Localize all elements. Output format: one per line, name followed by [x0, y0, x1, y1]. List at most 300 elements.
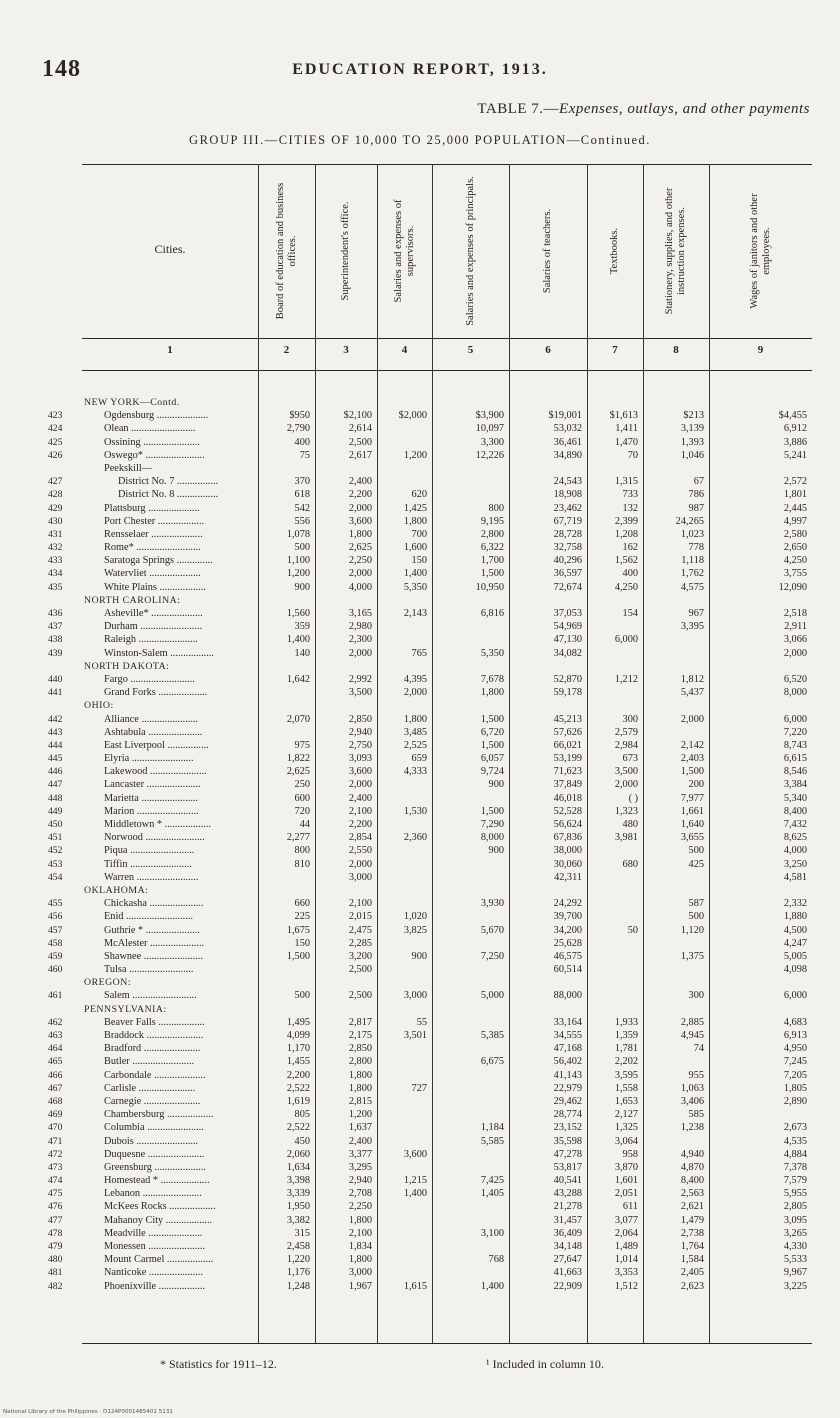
cell-col-8: 3,395 — [680, 621, 704, 633]
cell-col-7: 1,212 — [614, 673, 638, 685]
cell-col-7: 3,595 — [614, 1069, 638, 1081]
line-number: 444 — [48, 739, 63, 751]
line-number: 459 — [48, 950, 63, 962]
cell-col-6: 34,148 — [553, 1241, 582, 1252]
cell-col-6: 34,082 — [553, 647, 582, 659]
header-bottom-rule — [82, 338, 812, 339]
cell-col-4: 1,530 — [403, 805, 427, 817]
line-number: 474 — [48, 1175, 63, 1187]
state-name: NEW YORK—Contd. — [84, 397, 180, 408]
column-number: 6 — [545, 344, 551, 356]
line-number: 479 — [48, 1241, 63, 1252]
cell-col-5: $3,900 — [475, 410, 504, 422]
column-header-7 — [587, 164, 643, 338]
cell-col-2: 1,634 — [286, 1161, 310, 1173]
cell-col-2: 1,950 — [286, 1201, 310, 1213]
line-number: 446 — [48, 766, 63, 778]
cell-col-7: 1,512 — [614, 1280, 638, 1292]
city-name: Phoenixville .................. — [104, 1280, 205, 1292]
footnote-included: ¹ Included in column 10. — [486, 1357, 604, 1371]
city-name: Lakewood ...................... — [104, 766, 207, 778]
line-number: 471 — [48, 1135, 63, 1147]
table-row — [48, 1253, 812, 1266]
cell-col-7: 2,000 — [614, 779, 638, 791]
cell-col-6: 40,296 — [553, 555, 582, 567]
cell-col-2: 2,200 — [286, 1069, 310, 1081]
table-row — [48, 515, 812, 528]
cell-col-8: 1,812 — [680, 673, 704, 685]
cell-col-7: 2,579 — [614, 726, 638, 738]
cell-col-6: 43,288 — [553, 1188, 582, 1200]
cell-col-9: 2,518 — [783, 608, 807, 619]
table-row — [48, 686, 812, 699]
line-number: 427 — [48, 476, 63, 488]
cell-col-8: 4,575 — [680, 581, 704, 593]
line-number: 473 — [48, 1161, 63, 1173]
city-name: Norwood ....................... — [104, 832, 205, 844]
cell-col-9: $4,455 — [778, 410, 807, 422]
cell-col-7: 480 — [622, 819, 638, 830]
table-row — [48, 528, 812, 541]
city-name: Columbia ...................... — [104, 1122, 204, 1134]
column-header-label: Wages of janitors and other employees. — [748, 193, 772, 309]
cell-col-6: 47,130 — [553, 634, 582, 646]
cell-col-5: 10,097 — [475, 423, 504, 435]
cell-col-6: 52,528 — [553, 805, 582, 817]
table-row — [48, 1108, 812, 1121]
column-number: 2 — [283, 344, 290, 356]
cell-col-3: 2,100 — [348, 898, 372, 910]
cell-col-5: 1,500 — [480, 713, 504, 725]
cell-col-6: 41,143 — [553, 1069, 582, 1081]
table-row — [82, 462, 812, 475]
cell-col-2: 500 — [294, 542, 310, 554]
cell-col-2: 542 — [294, 502, 310, 514]
table-row — [48, 581, 812, 594]
cell-col-8: 24,265 — [675, 515, 704, 527]
cell-col-3: 2,708 — [348, 1188, 372, 1200]
state-name: OKLAHOMA: — [84, 884, 149, 896]
cell-col-3: 2,250 — [348, 555, 372, 567]
table-row — [48, 1174, 812, 1187]
cell-col-9: 4,884 — [783, 1148, 807, 1160]
cell-col-2: 1,170 — [286, 1043, 310, 1055]
cell-col-8: 7,977 — [680, 792, 704, 804]
state-heading-row — [82, 699, 812, 712]
cell-col-5: 1,800 — [480, 687, 504, 699]
cell-col-2: 900 — [294, 581, 310, 593]
cell-col-2: 810 — [294, 858, 310, 870]
cell-col-3: 2,625 — [348, 542, 372, 554]
cell-col-5: 5,000 — [480, 990, 504, 1002]
column-header-8 — [643, 164, 709, 338]
cell-col-8: 8,400 — [680, 1175, 704, 1187]
cell-col-3: 1,800 — [348, 1082, 372, 1094]
cell-col-9: 8,400 — [783, 805, 807, 817]
table-row — [48, 871, 812, 884]
cell-col-8: 67 — [693, 476, 704, 488]
line-number: 455 — [48, 898, 63, 910]
cell-col-8: 1,120 — [680, 924, 704, 936]
cell-col-7: 1,323 — [614, 805, 638, 817]
cell-col-4: 1,615 — [403, 1280, 427, 1292]
cell-col-2: 500 — [294, 990, 310, 1002]
cell-col-4: 659 — [411, 753, 427, 765]
cell-col-9: 6,000 — [783, 990, 807, 1002]
cell-col-2: $950 — [289, 410, 310, 422]
cell-col-5: 768 — [488, 1254, 504, 1266]
cell-col-9: 7,205 — [783, 1069, 807, 1081]
cell-col-8: 2,738 — [680, 1227, 704, 1239]
cell-col-9: 2,890 — [783, 1095, 807, 1107]
cell-col-6: 38,000 — [553, 845, 582, 857]
table-row — [48, 554, 812, 567]
city-name: Grand Forks ................... — [104, 687, 208, 699]
city-name: Piqua ......................... — [104, 845, 195, 857]
column-number: 3 — [343, 344, 349, 356]
cell-col-6: 60,514 — [553, 964, 582, 976]
line-number: 478 — [48, 1227, 63, 1239]
column-header-3 — [315, 164, 377, 338]
cell-col-7: 132 — [622, 502, 638, 514]
cell-col-8: 1,584 — [680, 1254, 704, 1266]
cell-col-6: 24,543 — [553, 476, 582, 488]
cell-col-5: 1,500 — [480, 568, 504, 580]
cell-col-2: 1,500 — [286, 950, 310, 962]
column-header-2 — [258, 164, 315, 338]
table-row — [48, 1240, 812, 1253]
cell-col-8: 2,623 — [680, 1280, 704, 1292]
cell-col-3: 2,200 — [348, 489, 372, 501]
cell-col-6: 56,402 — [553, 1056, 582, 1068]
cell-col-9: 4,098 — [783, 964, 807, 976]
cell-col-3: 2,015 — [348, 911, 372, 923]
city-name: Bradford ...................... — [104, 1043, 201, 1055]
cell-col-4: 1,215 — [403, 1175, 427, 1187]
line-number: 423 — [48, 410, 63, 422]
cell-col-9: 8,000 — [783, 687, 807, 699]
table-row — [48, 739, 812, 752]
city-name: Rensselaer .................... — [104, 528, 203, 540]
cell-col-5: 900 — [488, 845, 504, 857]
cell-col-9: 4,250 — [783, 555, 807, 567]
cell-col-4: 55 — [416, 1016, 427, 1028]
line-number: 451 — [48, 832, 63, 844]
cell-col-5: 7,678 — [480, 673, 504, 685]
table-row — [48, 1227, 812, 1240]
city-name: Chambersburg .................. — [104, 1109, 214, 1121]
cell-col-7: 733 — [622, 489, 638, 501]
city-name: Carnegie ...................... — [104, 1095, 201, 1107]
city-name: Carbondale .................... — [104, 1069, 206, 1081]
city-name: District No. 7 ................ — [118, 476, 219, 488]
cell-col-2: 2,522 — [286, 1122, 310, 1134]
state-heading-row — [82, 660, 812, 673]
table-row — [48, 844, 812, 857]
city-name: Asheville* .................... — [104, 608, 203, 619]
cell-col-8: 2,885 — [680, 1016, 704, 1028]
running-head: EDUCATION REPORT, 1913. — [292, 61, 548, 78]
cell-col-6: 53,032 — [553, 423, 582, 435]
state-heading-row — [82, 1003, 812, 1016]
table-row — [48, 607, 812, 620]
cell-col-4: 4,333 — [403, 766, 427, 778]
cell-col-8: 1,500 — [680, 766, 704, 778]
cell-col-3: 2,100 — [348, 1227, 372, 1239]
state-name: OREGON: — [84, 977, 132, 989]
cell-col-7: 3,870 — [614, 1161, 638, 1173]
cell-col-5: 800 — [488, 502, 504, 514]
line-number: 438 — [48, 634, 63, 646]
cell-col-5: 9,195 — [480, 515, 504, 527]
page-number: 148 — [42, 56, 81, 82]
cell-col-3: 4,000 — [348, 581, 372, 593]
cell-col-4: 150 — [411, 555, 427, 567]
cell-col-3: 2,815 — [348, 1095, 372, 1107]
cell-col-4: 3,600 — [403, 1148, 427, 1160]
cell-col-6: 36,409 — [553, 1227, 582, 1239]
cell-col-2: 450 — [294, 1135, 310, 1147]
table-row — [48, 647, 812, 660]
cell-col-9: 5,005 — [783, 950, 807, 962]
table-row — [48, 1148, 812, 1161]
cell-col-2: 2,458 — [286, 1241, 310, 1252]
cell-col-9: 1,805 — [783, 1082, 807, 1094]
cell-col-9: 4,000 — [783, 845, 807, 857]
cell-col-4: 2,000 — [403, 687, 427, 699]
table-row — [48, 726, 812, 739]
cell-col-3: 2,285 — [348, 937, 372, 949]
cell-col-6: 22,909 — [553, 1280, 582, 1292]
column-number: 9 — [757, 344, 764, 356]
cell-col-3: 2,992 — [348, 673, 372, 685]
cell-col-4: 2,360 — [403, 832, 427, 844]
cell-col-7: 2,127 — [614, 1109, 638, 1121]
cell-col-6: 30,060 — [553, 858, 582, 870]
line-number: 462 — [48, 1016, 63, 1028]
table-row — [48, 541, 812, 554]
table-row — [48, 567, 812, 580]
city-name: Ashtabula ..................... — [104, 726, 203, 738]
cell-col-3: 2,200 — [348, 819, 372, 830]
cell-col-3: 3,093 — [348, 753, 372, 765]
line-number: 481 — [48, 1267, 63, 1279]
cell-col-6: 88,000 — [553, 990, 582, 1002]
cell-col-3: 1,800 — [348, 1069, 372, 1081]
line-number: 429 — [48, 502, 63, 514]
cell-col-7: 958 — [622, 1148, 638, 1160]
cell-col-7: 3,500 — [614, 766, 638, 778]
line-number: 443 — [48, 726, 63, 738]
cell-col-6: 32,758 — [553, 542, 582, 554]
cell-col-2: 2,625 — [286, 766, 310, 778]
cell-col-9: 3,225 — [783, 1280, 807, 1292]
city-name: McKees Rocks .................. — [104, 1201, 216, 1213]
cell-col-9: 6,913 — [783, 1030, 807, 1041]
table-row — [48, 1161, 812, 1174]
cell-col-2: 1,455 — [286, 1056, 310, 1068]
city-name: Alliance ...................... — [104, 713, 199, 725]
city-name: Saratoga Springs .............. — [104, 555, 213, 567]
cell-col-8: 1,046 — [680, 449, 704, 461]
line-number: 476 — [48, 1201, 63, 1213]
line-number: 472 — [48, 1148, 63, 1160]
table-row — [48, 805, 812, 818]
cell-col-6: 47,278 — [553, 1148, 582, 1160]
cell-col-9: 5,955 — [783, 1188, 807, 1200]
cell-col-3: 2,614 — [348, 423, 372, 435]
cell-col-5: 5,350 — [480, 647, 504, 659]
cell-col-2: 2,277 — [286, 832, 310, 844]
cell-col-7: 1,411 — [615, 423, 638, 435]
cell-col-8: $213 — [683, 410, 704, 422]
column-number: 4 — [401, 344, 408, 356]
cell-col-4: 3,501 — [403, 1030, 427, 1041]
column-header-5 — [432, 164, 509, 338]
cell-col-8: 1,375 — [680, 950, 704, 962]
cell-col-7: 4,250 — [614, 581, 638, 593]
cell-col-3: 2,850 — [348, 1043, 372, 1055]
table-row — [48, 449, 812, 462]
cell-col-8: 2,563 — [680, 1188, 704, 1200]
cell-col-9: 2,572 — [783, 476, 807, 488]
cell-col-3: 2,400 — [348, 1135, 372, 1147]
cell-col-3: 1,800 — [348, 1214, 372, 1226]
cell-col-9: 7,579 — [783, 1175, 807, 1187]
cell-col-8: 2,000 — [680, 713, 704, 725]
cell-col-7: $1,613 — [609, 410, 638, 422]
cell-col-5: 1,500 — [480, 805, 504, 817]
cell-col-7: 1,470 — [614, 436, 638, 448]
cell-col-5: 12,226 — [475, 449, 504, 461]
city-name: Meadville ..................... — [104, 1227, 203, 1239]
state-heading-row — [82, 884, 812, 897]
cell-col-8: 1,118 — [681, 555, 704, 567]
cell-col-2: 2,522 — [286, 1082, 310, 1094]
cell-col-7: 1,601 — [614, 1175, 638, 1187]
cell-col-5: 7,425 — [480, 1175, 504, 1187]
table-body — [48, 396, 812, 1293]
cell-col-2: 359 — [294, 621, 310, 633]
city-name: Ogdensburg .................... — [104, 410, 209, 422]
cell-col-8: 1,661 — [680, 805, 704, 817]
city-name: Nanticoke ..................... — [104, 1267, 203, 1279]
cell-col-8: 300 — [688, 990, 704, 1002]
cell-col-9: 3,265 — [783, 1227, 807, 1239]
table-row — [48, 1187, 812, 1200]
cell-col-9: 5,533 — [783, 1254, 807, 1266]
cell-col-5: 7,290 — [480, 819, 504, 830]
cell-col-6: 46,575 — [553, 950, 582, 962]
table-title-prefix: TABLE 7.— — [477, 101, 560, 117]
cell-col-6: 41,663 — [553, 1267, 582, 1279]
column-header-label: Salaries and expenses of supervisors. — [392, 199, 416, 303]
city-name: Duquesne ...................... — [104, 1148, 205, 1160]
cell-col-3: 2,940 — [348, 726, 372, 738]
city-name: Port Chester .................. — [104, 515, 205, 527]
cell-col-9: 6,000 — [783, 713, 807, 725]
line-number: 465 — [48, 1056, 63, 1068]
footnote-statistics: * Statistics for 1911–12. — [160, 1357, 277, 1371]
cell-col-7: 1,315 — [614, 476, 638, 488]
cell-col-5: 3,100 — [480, 1227, 504, 1239]
line-number: 468 — [48, 1095, 63, 1107]
cell-col-7: 1,781 — [614, 1043, 638, 1055]
cell-col-2: 600 — [294, 792, 310, 804]
line-number: 467 — [48, 1082, 63, 1094]
cell-col-3: 3,600 — [348, 515, 372, 527]
state-heading-row — [82, 594, 812, 607]
cell-col-6: 25,628 — [553, 937, 582, 949]
table-title — [477, 101, 810, 118]
cell-col-9: 7,432 — [783, 819, 807, 830]
cell-col-6: $19,001 — [548, 410, 582, 422]
city-name: Elyria ........................ — [104, 753, 194, 765]
cell-col-9: 2,911 — [784, 621, 807, 633]
line-number: 453 — [48, 858, 63, 870]
cell-col-6: 28,728 — [553, 528, 582, 540]
cell-col-3: 2,980 — [348, 621, 372, 633]
cell-col-8: 1,238 — [680, 1122, 704, 1134]
line-number: 425 — [48, 436, 63, 448]
cell-col-6: 35,598 — [553, 1135, 582, 1147]
table-row — [48, 673, 812, 686]
cell-col-5: 6,322 — [480, 542, 504, 554]
city-name: District No. 8 ................ — [118, 489, 219, 501]
cell-col-3: 2,000 — [348, 568, 372, 580]
cell-col-2: 720 — [294, 805, 310, 817]
cell-col-9: 4,950 — [783, 1043, 807, 1055]
cell-col-2: 400 — [294, 436, 310, 448]
line-number: 475 — [48, 1188, 63, 1200]
city-name: Salem ......................... — [104, 990, 197, 1002]
cell-col-8: 987 — [688, 502, 704, 514]
table-row — [48, 963, 812, 976]
cell-col-4: $2,000 — [398, 410, 427, 422]
column-number: 1 — [167, 344, 173, 356]
city-name: Lancaster ..................... — [104, 779, 201, 791]
cell-col-9: 4,997 — [783, 515, 807, 527]
cell-col-7: 2,984 — [614, 739, 638, 751]
state-name: NORTH CAROLINA: — [84, 594, 181, 606]
cell-col-2: 2,790 — [286, 423, 310, 435]
state-heading-row — [82, 976, 812, 989]
column-header-label: Salaries and expenses of principals. — [464, 176, 476, 326]
cell-col-9: 4,330 — [783, 1241, 807, 1252]
cell-col-5: 3,930 — [480, 898, 504, 910]
table-row — [48, 475, 812, 488]
cell-col-5: 5,385 — [480, 1030, 504, 1041]
cell-col-8: 585 — [688, 1109, 704, 1121]
column-header-label: Board of education and business offices. — [274, 182, 298, 320]
city-name: Tulsa ......................... — [104, 964, 194, 976]
cell-col-9: 3,886 — [783, 436, 807, 448]
cell-col-7: 3,064 — [614, 1135, 638, 1147]
cell-col-2: 1,176 — [286, 1267, 310, 1279]
line-number: 469 — [48, 1109, 63, 1121]
cell-col-5: 6,816 — [480, 608, 504, 619]
city-name: Durham ........................ — [104, 621, 203, 633]
cell-col-4: 1,400 — [403, 1188, 427, 1200]
cell-col-3: 3,377 — [348, 1148, 372, 1160]
cell-col-9: 2,332 — [783, 898, 807, 910]
cell-col-5: 3,300 — [480, 436, 504, 448]
column-header-label: Textbooks. — [609, 227, 620, 275]
cell-col-6: 46,018 — [553, 792, 582, 804]
line-number: 456 — [48, 911, 63, 923]
cell-col-8: 778 — [688, 542, 704, 554]
city-name: Tiffin ........................ — [104, 858, 192, 870]
